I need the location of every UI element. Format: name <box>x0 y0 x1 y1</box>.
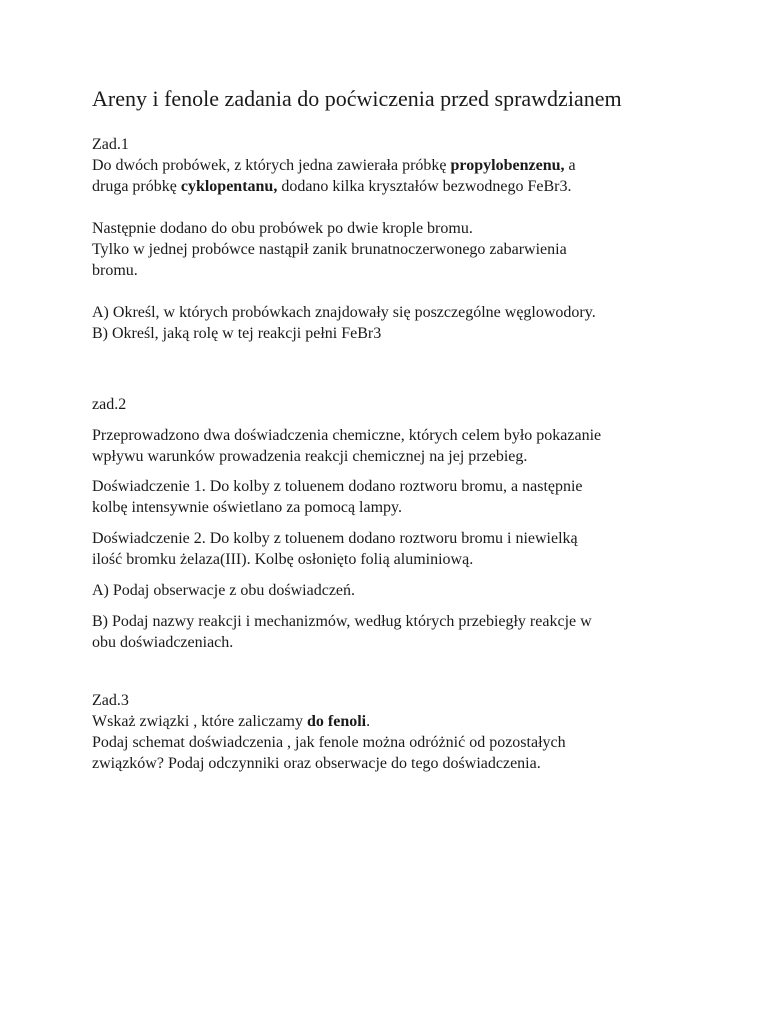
zad1-line-4: Tylko w jednej probówce nastąpił zanik brunatnoczerwonego zabarwienia <box>92 241 567 258</box>
zad3-line-1 <box>92 711 370 732</box>
zad1-line-5: bromu. <box>92 262 138 279</box>
zad2-experiment-2-line-2: ilość bromku żelaza(III). Kolbę osłonięto folią aluminiową. <box>92 551 474 568</box>
zad1-line-1-end: a <box>564 157 576 174</box>
zad1-heading: Zad.1 <box>92 136 129 153</box>
document-title: Areny i fenole zadania do poćwiczenia przed sprawdzianem <box>92 86 622 111</box>
zad3-line-1-end: . <box>366 713 371 730</box>
zad1-line-2-end: dodano kilka kryształów bezwodnego FeBr3. <box>277 178 572 195</box>
zad1-line-2 <box>92 176 571 197</box>
zad3-line-3: związków? Podaj odczynniki oraz obserwacje do tego doświadczenia. <box>92 755 541 772</box>
zad2-experiment-1-line-2: kolbę intensywnie oświetlano za pomocą lampy. <box>92 499 402 516</box>
zad2-question-b-line-2: obu doświadczeniach. <box>92 634 234 651</box>
zad3-heading: Zad.3 <box>92 692 129 709</box>
zad3-do-fenoli: do fenoli <box>307 713 367 730</box>
zad3-line-2: Podaj schemat doświadczenia , jak fenole można odróżnić od pozostałych <box>92 734 566 751</box>
zad1-line-1 <box>92 155 576 176</box>
zad2-line-2: wpływu warunków prowadzenia reakcji chemicznej na jej przebieg. <box>92 448 528 465</box>
zad1-propylobenzen: propylobenzenu, <box>450 157 565 174</box>
zad1-line-2-text: druga próbkę <box>92 178 181 195</box>
zad2-experiment-1-line-1: Doświadczenie 1. Do kolby z toluenem dodano roztworu bromu, a następnie <box>92 478 583 495</box>
zad2-question-b-line-1: B) Podaj nazwy reakcji i mechanizmów, według których przebiegły reakcje w <box>92 613 592 630</box>
zad2-line-1: Przeprowadzono dwa doświadczenia chemiczne, których celem było pokazanie <box>92 427 602 444</box>
zad1-question-b: B) Określ, jaką rolę w tej reakcji pełni FeBr3 <box>92 325 382 342</box>
zad1-line-1-text: Do dwóch probówek, z których jedna zawierała próbkę <box>92 157 451 174</box>
zad2-question-a: A) Podaj obserwacje z obu doświadczeń. <box>92 582 356 599</box>
zad1-line-3: Następnie dodano do obu probówek po dwie krople bromu. <box>92 220 473 237</box>
zad2-heading: zad.2 <box>92 396 127 413</box>
zad1-question-a: A) Określ, w których probówkach znajdowały się poszczególne węglowodory. <box>92 304 596 321</box>
zad1-cyklopentan: cyklopentanu, <box>180 178 278 195</box>
zad3-line-1-text: Wskaż związki , które zaliczamy <box>92 713 307 730</box>
zad2-experiment-2-line-1: Doświadczenie 2. Do kolby z toluenem dodano roztworu bromu i niewielką <box>92 530 578 547</box>
